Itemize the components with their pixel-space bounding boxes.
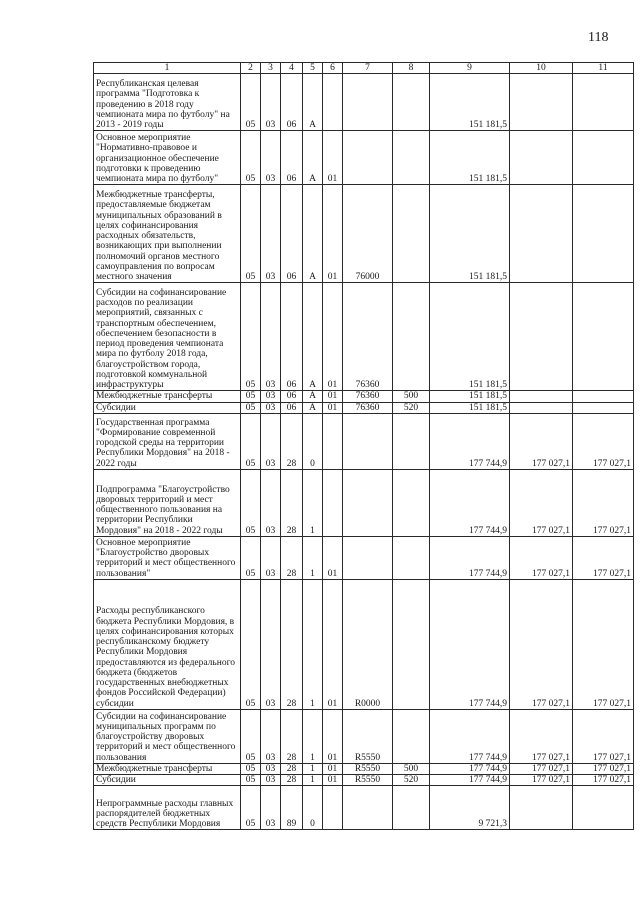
row-value-cell: 151 181,5: [430, 185, 510, 283]
row-value-cell: 05: [241, 131, 261, 185]
row-value-cell: 76360: [343, 391, 393, 402]
row-name-cell: Субсидии на софинансирование расходов по реализации мероприятий, связанных с транспортным обеспечением, обеспечением безопасности в период проведения чемпионата мира по футболу 2018 года, благоустройством города, подготовкой коммунальной инфраструктуры: [94, 283, 241, 391]
table-row: [94, 185, 634, 283]
row-value-cell: [393, 579, 430, 709]
row-value-cell: 03: [261, 402, 281, 413]
row-value-cell: 03: [261, 709, 281, 763]
row-value-cell: А: [303, 131, 323, 185]
row-value-cell: 151 181,5: [430, 131, 510, 185]
row-value-cell: 76000: [343, 185, 393, 283]
row-value-cell: 03: [261, 775, 281, 786]
row-value-cell: 03: [261, 185, 281, 283]
header-cell: 3: [261, 63, 281, 74]
row-value-cell: 177 744,9: [430, 469, 510, 536]
row-name-cell: Подпрограмма "Благоустройство дворовых территорий и мест общественного пользования на территории Республики Мордовия" на 2018 - 2022 годы: [94, 469, 241, 536]
row-value-cell: [573, 74, 634, 131]
row-value-cell: 01: [323, 579, 343, 709]
row-value-cell: 03: [261, 536, 281, 579]
row-value-cell: 177 744,9: [430, 413, 510, 469]
header-row: [94, 63, 634, 74]
row-value-cell: 28: [281, 763, 303, 774]
row-name-cell: Расходы республиканского бюджета Республики Мордовия, в целях софинансирования которых республиканскому бюджету Республики Мордовия предоставляются из федерального бюджета (бюджетов государственных внебюджетных фондов Российской Федерации) субсидии: [94, 579, 241, 709]
row-value-cell: [393, 536, 430, 579]
row-value-cell: 06: [281, 185, 303, 283]
row-value-cell: 177 027,1: [573, 579, 634, 709]
row-value-cell: [393, 786, 430, 830]
row-value-cell: [510, 283, 573, 391]
row-value-cell: 05: [241, 413, 261, 469]
row-value-cell: А: [303, 74, 323, 131]
row-value-cell: 01: [323, 402, 343, 413]
row-value-cell: А: [303, 402, 323, 413]
row-value-cell: [510, 74, 573, 131]
header-cell: 10: [510, 63, 573, 74]
row-value-cell: [573, 131, 634, 185]
row-value-cell: [343, 131, 393, 185]
row-value-cell: 28: [281, 579, 303, 709]
row-value-cell: 177 027,1: [573, 413, 634, 469]
row-value-cell: 1: [303, 579, 323, 709]
row-value-cell: 0: [303, 786, 323, 830]
row-value-cell: 1: [303, 775, 323, 786]
row-value-cell: 1: [303, 763, 323, 774]
table-row: [94, 391, 634, 402]
header-cell: 11: [573, 63, 634, 74]
row-value-cell: 03: [261, 763, 281, 774]
row-value-cell: 151 181,5: [430, 74, 510, 131]
row-value-cell: 520: [393, 402, 430, 413]
table-row: [94, 74, 634, 131]
row-value-cell: 76360: [343, 283, 393, 391]
row-value-cell: [343, 74, 393, 131]
row-value-cell: 03: [261, 469, 281, 536]
row-value-cell: 28: [281, 413, 303, 469]
row-value-cell: 03: [261, 283, 281, 391]
row-value-cell: 151 181,5: [430, 283, 510, 391]
header-cell: 1: [94, 63, 241, 74]
row-value-cell: [510, 391, 573, 402]
row-value-cell: [510, 402, 573, 413]
row-value-cell: 28: [281, 469, 303, 536]
row-value-cell: 1: [303, 709, 323, 763]
table-row: [94, 283, 634, 391]
row-value-cell: 151 181,5: [430, 402, 510, 413]
row-value-cell: 177 027,1: [510, 775, 573, 786]
row-value-cell: R5550: [343, 709, 393, 763]
row-value-cell: [323, 786, 343, 830]
header-cell: 7: [343, 63, 393, 74]
table-row: [94, 579, 634, 709]
row-value-cell: 177 744,9: [430, 775, 510, 786]
table-row: [94, 763, 634, 774]
row-value-cell: 177 744,9: [430, 536, 510, 579]
row-value-cell: 500: [393, 763, 430, 774]
row-value-cell: 01: [323, 536, 343, 579]
row-value-cell: [393, 469, 430, 536]
row-value-cell: 03: [261, 579, 281, 709]
table-row: [94, 131, 634, 185]
row-value-cell: R0000: [343, 579, 393, 709]
row-value-cell: 01: [323, 763, 343, 774]
row-value-cell: 9 721,3: [430, 786, 510, 830]
row-value-cell: 0: [303, 413, 323, 469]
row-value-cell: 01: [323, 775, 343, 786]
row-value-cell: 177 027,1: [510, 469, 573, 536]
table-row: [94, 469, 634, 536]
row-value-cell: [323, 74, 343, 131]
row-value-cell: [323, 413, 343, 469]
table-row: [94, 775, 634, 786]
row-value-cell: 76360: [343, 402, 393, 413]
row-value-cell: 05: [241, 74, 261, 131]
row-name-cell: Субсидии: [94, 402, 241, 413]
row-name-cell: Субсидии: [94, 775, 241, 786]
row-value-cell: А: [303, 283, 323, 391]
row-name-cell: Основное мероприятие "Нормативно-правовое и организационное обеспечение подготовки к проведению чемпионата мира по футболу": [94, 131, 241, 185]
row-value-cell: [393, 131, 430, 185]
row-value-cell: 05: [241, 185, 261, 283]
row-value-cell: 28: [281, 536, 303, 579]
row-value-cell: 05: [241, 579, 261, 709]
row-value-cell: 06: [281, 283, 303, 391]
budget-table: [93, 62, 634, 830]
row-value-cell: 1: [303, 536, 323, 579]
header-cell: 5: [303, 63, 323, 74]
row-value-cell: [573, 402, 634, 413]
row-value-cell: R5550: [343, 775, 393, 786]
row-value-cell: 03: [261, 391, 281, 402]
row-value-cell: 28: [281, 775, 303, 786]
row-value-cell: [510, 185, 573, 283]
row-value-cell: 05: [241, 775, 261, 786]
row-value-cell: 177 027,1: [510, 763, 573, 774]
row-value-cell: [393, 283, 430, 391]
header-cell: 9: [430, 63, 510, 74]
header-cell: 2: [241, 63, 261, 74]
table-row: [94, 413, 634, 469]
header-cell: 6: [323, 63, 343, 74]
row-value-cell: 1: [303, 469, 323, 536]
row-value-cell: 500: [393, 391, 430, 402]
header-cell: 4: [281, 63, 303, 74]
row-value-cell: 520: [393, 775, 430, 786]
row-value-cell: А: [303, 185, 323, 283]
table-row: [94, 786, 634, 830]
row-value-cell: 01: [323, 283, 343, 391]
row-value-cell: 05: [241, 469, 261, 536]
row-value-cell: R5550: [343, 763, 393, 774]
row-value-cell: 177 744,9: [430, 709, 510, 763]
row-value-cell: 05: [241, 763, 261, 774]
row-value-cell: 177 744,9: [430, 763, 510, 774]
row-value-cell: 01: [323, 391, 343, 402]
row-value-cell: 01: [323, 185, 343, 283]
row-value-cell: 177 027,1: [510, 709, 573, 763]
row-value-cell: 03: [261, 786, 281, 830]
row-value-cell: [393, 185, 430, 283]
row-value-cell: [393, 413, 430, 469]
row-value-cell: [510, 131, 573, 185]
row-name-cell: Государственная программа "Формирование современной городской среды на территории Республики Мордовия" на 2018 - 2022 годы: [94, 413, 241, 469]
row-value-cell: [573, 786, 634, 830]
row-value-cell: [573, 283, 634, 391]
row-value-cell: [510, 786, 573, 830]
row-value-cell: 03: [261, 131, 281, 185]
header-cell: 8: [393, 63, 430, 74]
row-value-cell: 177 744,9: [430, 579, 510, 709]
row-value-cell: [573, 391, 634, 402]
row-name-cell: Межбюджетные трансферты: [94, 763, 241, 774]
row-value-cell: 28: [281, 709, 303, 763]
row-value-cell: 177 027,1: [510, 536, 573, 579]
row-value-cell: 05: [241, 283, 261, 391]
row-value-cell: 177 027,1: [573, 763, 634, 774]
row-value-cell: А: [303, 391, 323, 402]
row-value-cell: 03: [261, 413, 281, 469]
row-value-cell: 06: [281, 74, 303, 131]
row-value-cell: 177 027,1: [510, 413, 573, 469]
row-value-cell: [323, 469, 343, 536]
row-value-cell: [343, 786, 393, 830]
row-name-cell: Межбюджетные трансферты: [94, 391, 241, 402]
table-row: [94, 402, 634, 413]
row-value-cell: 177 027,1: [573, 709, 634, 763]
row-value-cell: 89: [281, 786, 303, 830]
table-row: [94, 536, 634, 579]
row-value-cell: 01: [323, 131, 343, 185]
row-value-cell: 06: [281, 131, 303, 185]
row-value-cell: 151 181,5: [430, 391, 510, 402]
row-value-cell: [573, 185, 634, 283]
row-value-cell: 03: [261, 74, 281, 131]
row-value-cell: 05: [241, 709, 261, 763]
row-name-cell: Межбюджетные трансферты, предоставляемые бюджетам муниципальных образований в целях софинансирования расходных обязательств, возникающих при выполнении полномочий органов местного самоуправления по вопросам местного значения: [94, 185, 241, 283]
row-value-cell: [393, 74, 430, 131]
row-name-cell: Субсидии на софинансирование муниципальных программ по благоустройству дворовых территорий и мест общественного пользования: [94, 709, 241, 763]
row-value-cell: 01: [323, 709, 343, 763]
row-name-cell: Республиканская целевая программа "Подготовка к проведению в 2018 году чемпионата мира по футболу" на 2013 - 2019 годы: [94, 74, 241, 131]
row-name-cell: Основное мероприятие "Благоустройство дворовых территорий и мест общественного пользования": [94, 536, 241, 579]
row-value-cell: 177 027,1: [573, 469, 634, 536]
row-value-cell: 06: [281, 391, 303, 402]
page-number: 118: [588, 30, 609, 45]
row-value-cell: 05: [241, 536, 261, 579]
row-value-cell: 06: [281, 402, 303, 413]
row-value-cell: 177 027,1: [573, 775, 634, 786]
row-value-cell: 177 027,1: [510, 579, 573, 709]
row-value-cell: 05: [241, 391, 261, 402]
row-value-cell: [343, 469, 393, 536]
row-value-cell: [393, 709, 430, 763]
row-name-cell: Непрограммные расходы главных распорядителей бюджетных средств Республики Мордовия: [94, 786, 241, 830]
table-row: [94, 709, 634, 763]
row-value-cell: [343, 413, 393, 469]
row-value-cell: 05: [241, 786, 261, 830]
row-value-cell: 05: [241, 402, 261, 413]
row-value-cell: 177 027,1: [573, 536, 634, 579]
row-value-cell: [343, 536, 393, 579]
